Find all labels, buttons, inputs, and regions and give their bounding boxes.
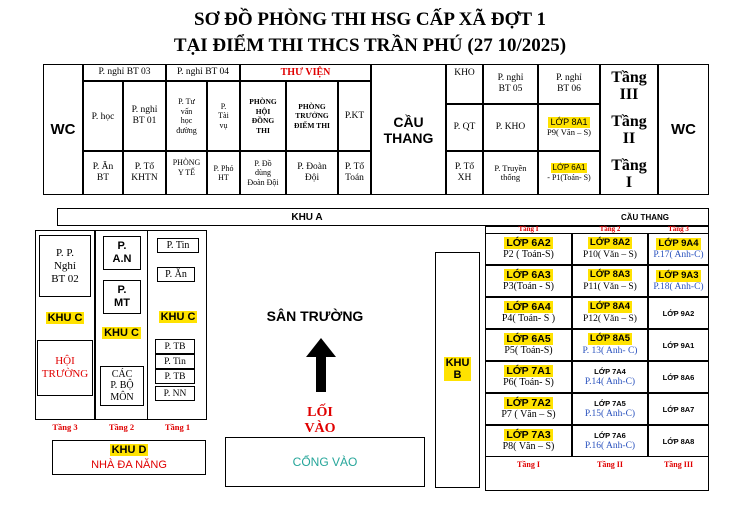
room-label: P.16( Anh-C): [584, 440, 636, 451]
room-label: P4( Toán- S ): [501, 313, 556, 324]
right-head-1: Tầng I: [518, 224, 539, 233]
room-label: P7 ( Văn – S): [501, 409, 556, 420]
right-foot-3: Tầng III: [663, 459, 694, 469]
class-label: LỚP 9A4: [658, 238, 699, 249]
title-line-1: SƠ ĐỒ PHÒNG THI HSG CẤP XÃ ĐỢT 1: [194, 9, 546, 30]
room-cell: [485, 393, 572, 425]
lop-6a1: LỚP 6A1: [552, 163, 586, 173]
class-label: LỚP 7A3: [506, 429, 551, 441]
room-cell: [648, 361, 709, 393]
p-tin-2: P. Tin: [155, 354, 195, 369]
room-cell: [648, 297, 709, 329]
class-label: LỚP 8A3: [589, 269, 631, 280]
p-tin-1: P. Tin: [157, 238, 199, 253]
p-mt: P. MT: [103, 280, 141, 314]
khu-c-2-wrap: [95, 325, 148, 341]
right-foot-1: Tầng I: [517, 459, 540, 469]
cau-thang-top: CẦU THANG: [371, 64, 446, 195]
p-to-khtn: P. Tổ KHTN: [123, 151, 166, 195]
class-label: LỚP 7A2: [506, 397, 551, 409]
p-kho: P. KHO: [483, 104, 538, 151]
wc-right: WC: [658, 64, 709, 195]
p-kt: P.KT: [338, 81, 371, 151]
p-tu-van: P. Tư vấn học đường: [166, 81, 207, 151]
tang-3-label: Tầng III: [611, 69, 647, 103]
room-label: P.18( Anh-C): [653, 282, 704, 292]
cau-thang-a: CẦU THANG: [621, 212, 669, 222]
room-cell: [648, 233, 709, 265]
room-cell: [572, 265, 648, 297]
right-foot-2: Tầng II: [596, 459, 623, 469]
khu-c-3-wrap: [150, 309, 206, 325]
room-label: P.15( Anh-C): [584, 408, 636, 419]
class-label: LỚP 7A5: [594, 398, 626, 408]
khu-c-2: KHU C: [104, 327, 139, 339]
room-cell: [648, 425, 709, 457]
wc-left: WC: [43, 64, 83, 195]
san-truong: SÂN TRƯỜNG: [266, 308, 364, 324]
p-nghi-bt05: P. nghỉ BT 05: [483, 64, 538, 104]
room-label: P11( Văn – S): [583, 282, 637, 292]
p-tb-1: P. TB: [155, 339, 195, 354]
lop-8a1-cell: [538, 104, 600, 151]
khu-d-wrap: [52, 443, 206, 457]
room-label: P2 ( Toán-S): [503, 249, 554, 260]
khu-c-1-wrap: [35, 310, 95, 326]
tang-1-label: Tầng I: [611, 156, 647, 191]
p-to-xh: P. Tổ XH: [446, 151, 483, 195]
class-label: LỚP 7A1: [506, 365, 551, 377]
p-tai-vu: P. Tài vụ: [207, 81, 240, 151]
p-nghi-bt06: P. nghỉ BT 06: [538, 64, 600, 104]
room-cell: [572, 361, 648, 393]
khu-b: KHU B: [445, 357, 470, 381]
room-label: P.14( Anh-C): [584, 376, 636, 387]
p-nghi-bt02: P. P. Nghỉ BT 02: [39, 235, 91, 297]
room-cell: [485, 361, 572, 393]
phong-y-te: PHÒNG Y TẾ: [166, 151, 207, 195]
left-tang-3: Tầng 3: [52, 422, 78, 432]
p-do-dung: P. Đồ dùng Đoàn Đội: [240, 151, 286, 195]
p-nghi-bt01: P. nghỉ BT 01: [123, 81, 166, 151]
room-cell: [572, 233, 648, 265]
room-cell: [485, 297, 572, 329]
phong-truong-diem-thi: PHÒNG TRƯỞNG ĐIỂM THI: [286, 81, 338, 151]
kho: KHO: [446, 64, 483, 104]
p-truyen-thong: P. Truyền thống: [483, 151, 538, 195]
left-tang-1: Tầng 1: [164, 422, 191, 432]
p-nn: P. NN: [155, 386, 195, 401]
room-cell: [572, 425, 648, 457]
lop-6a1-cell: [538, 151, 600, 195]
khu-c-3: KHU C: [160, 311, 196, 323]
title-line-2: TẠI ĐIỂM THI THCS TRẦN PHÚ (27 10/2025): [173, 35, 567, 56]
p-an-bt: P. Ăn BT: [83, 151, 123, 195]
class-label: LỚP 9A2: [662, 308, 695, 318]
room-label: P12( Văn – S): [583, 314, 637, 324]
room-cell: [485, 425, 572, 457]
class-label: LỚP 8A5: [589, 333, 631, 344]
room-label: P8( Văn – S): [502, 441, 555, 452]
room-label: P5( Toán-S): [504, 345, 553, 356]
p9: P9( Văn – S): [547, 127, 591, 138]
room-cell: [485, 233, 572, 265]
lop-8a1: LỚP 8A1: [550, 117, 588, 128]
left-tang-2: Tầng 2: [108, 422, 135, 432]
p-nghi-bt03: P. nghỉ BT 03: [83, 64, 166, 81]
cac-p-bo-mon: CÁC P. BỘ MÔN: [100, 366, 144, 406]
class-label: LỚP 9A1: [662, 340, 695, 350]
khu-a: KHU A: [291, 211, 323, 223]
p-pho-ht: P. Phó HT: [207, 151, 240, 195]
khu-b-wrap: [435, 355, 480, 383]
room-cell: [648, 393, 709, 425]
right-head-3: Tầng 3: [668, 224, 689, 233]
class-label: LỚP 6A2: [506, 237, 551, 249]
tang-2-label: Tầng II: [611, 113, 647, 147]
p-doan-doi: P. Đoàn Đội: [286, 151, 338, 195]
class-label: LỚP 7A6: [594, 430, 626, 440]
class-label: LỚP 9A3: [658, 270, 699, 281]
p-nghi-bt04: P. nghỉ BT 04: [166, 64, 240, 81]
room-cell: [485, 265, 572, 297]
room-cell: [485, 329, 572, 361]
khu-d: KHU D: [111, 444, 147, 456]
class-label: LỚP 8A8: [662, 436, 695, 446]
p-hoc: P. học: [83, 81, 123, 151]
phong-hoi-dong-thi: PHÒNG HỘI ĐỒNG THI: [240, 81, 286, 151]
room-label: P3(Toán - S): [503, 281, 554, 292]
class-label: LỚP 6A4: [506, 301, 551, 313]
room-label: P10( Văn – S): [583, 250, 637, 260]
room-label: P.17( Anh-C): [653, 250, 704, 260]
class-label: LỚP 8A6: [662, 372, 695, 382]
room-label: P6( Toán- S): [503, 377, 554, 388]
thu-vien: THƯ VIỆN: [240, 64, 371, 81]
up-arrow-icon: [305, 338, 337, 392]
room-cell: [572, 393, 648, 425]
khu-c-1: KHU C: [47, 312, 83, 324]
class-label: LỚP 8A7: [662, 404, 695, 414]
room-cell: [648, 265, 709, 297]
class-label: LỚP 8A4: [589, 301, 631, 312]
cong-vao: CỔNG VÀO: [225, 437, 425, 487]
p-an-3: P. Ăn: [157, 267, 195, 282]
class-label: LỚP 7A4: [594, 366, 626, 376]
p-to-toan: P. Tổ Toán: [338, 151, 371, 195]
room-cell: [648, 329, 709, 361]
loi-vao: LỐI VÀO: [304, 405, 336, 436]
class-label: LỚP 8A2: [589, 237, 631, 248]
class-label: LỚP 6A3: [506, 269, 551, 281]
p1: - P1(Toán- S): [547, 173, 591, 183]
p-tb-2: P. TB: [155, 369, 195, 384]
room-cell: [572, 329, 648, 361]
p-an-2: P. A.N: [103, 236, 141, 270]
right-head-2: Tầng 2: [599, 224, 621, 233]
p-qt: P. QT: [446, 104, 483, 151]
hoi-truong: HỘI TRƯỜNG: [37, 340, 93, 396]
room-cell: [572, 297, 648, 329]
class-label: LỚP 6A5: [506, 333, 551, 345]
room-label: P. 13( Anh- C): [582, 346, 638, 356]
nha-da-nang: NHÀ ĐA NĂNG: [91, 459, 167, 471]
